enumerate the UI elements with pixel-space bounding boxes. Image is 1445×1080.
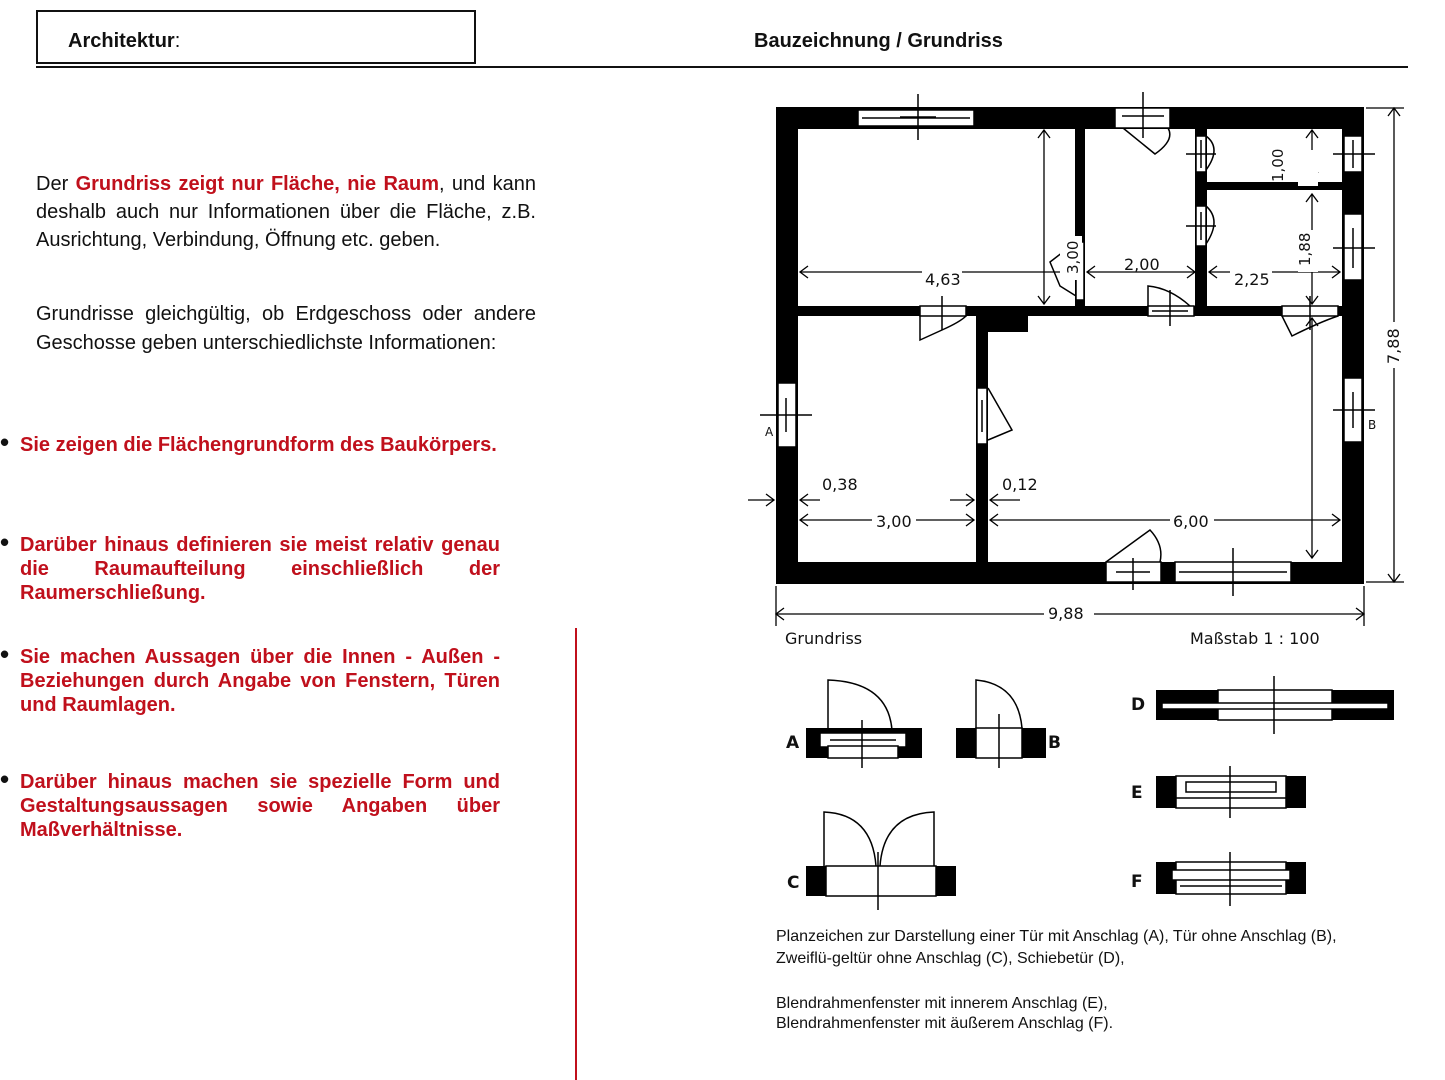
intro-paragraph-1: Der Grundriss zeigt nur Fläche, nie Raum, und kann deshalb auch nur Informationen über die Fläche, z.B. Ausrichtung, Verbindung, Öffnung etc. geben. [36, 173, 536, 251]
dim-7-88: 7,88 [1384, 328, 1403, 364]
legend-letter-c: C [787, 873, 800, 893]
dim-0-38: 0,38 [822, 475, 858, 494]
legend-symbol-f [1156, 852, 1306, 906]
caption-line-2: Zweiflü-geltür ohne Anschlag (C), Schiebetür (D), [776, 950, 1125, 967]
bullet-item-3: • Sie machen Aussagen über die Innen - Außen - Beziehungen durch Angabe von Fenstern, Türen und Raumlagen. [0, 645, 500, 717]
dim-9-88: 9,88 [1048, 604, 1084, 623]
plan-scale: Maßstab 1 : 100 [1190, 629, 1320, 648]
dim-4-63: 4,63 [925, 270, 961, 289]
legend-symbol-c [806, 812, 956, 910]
mark-a: A [765, 425, 774, 439]
plan-label: Grundriss [785, 629, 863, 648]
page-title: Bauzeichnung / Grundriss [754, 30, 1003, 52]
legend-letter-b: B [1048, 733, 1061, 753]
bullet-item-2: • Darüber hinaus definieren sie meist relativ genau die Raumaufteilung einschließlich der Raumerschließung. [0, 533, 500, 605]
legend-symbol-d [1156, 676, 1394, 734]
legend-symbol-b [956, 680, 1046, 768]
dim-1-00: 1,00 [1269, 148, 1287, 182]
dim-3-00: 3,00 [876, 512, 912, 531]
intro-paragraph-2: Grundrisse gleichgültig, ob Erdgeschoss oder andere Geschosse geben unterschiedlichste Informationen: [36, 303, 536, 354]
dim-6-00: 6,00 [1173, 512, 1209, 531]
legend-letter-e: E [1131, 783, 1143, 803]
bullet-item-4: • Darüber hinaus machen sie spezielle Form und Gestaltungsaussagen sowie Angaben über Maßverhältnisse. [0, 770, 500, 842]
caption-line-3: Blendrahmenfenster mit innerem Anschlag (E), [776, 995, 1108, 1012]
header-left-label: Architektur: [68, 30, 181, 52]
dim-1-88: 1,88 [1296, 232, 1314, 266]
caption-doors [776, 926, 1416, 970]
dim-3-00-vertical: 3,00 [1064, 240, 1082, 274]
dim-0-12: 0,12 [1002, 475, 1038, 494]
dim-2-00: 2,00 [1124, 255, 1160, 274]
bullet-item-1: • Sie zeigen die Flächengrundform des Baukörpers. [0, 433, 500, 457]
dim-2-25: 2,25 [1234, 270, 1270, 289]
mark-b: B [1368, 418, 1377, 432]
caption-windows [776, 994, 1416, 1034]
caption-line-1: Planzeichen zur Darstellung einer Tür mit Anschlag (A), Tür ohne Anschlag (B), [776, 928, 1337, 945]
legend-letter-f: F [1131, 872, 1143, 892]
legend-symbol-a [806, 680, 922, 768]
legend-symbol-e [1156, 766, 1306, 818]
caption-line-4: Blendrahmenfenster mit äußerem Anschlag (F). [776, 1015, 1114, 1032]
legend-letter-a: A [786, 733, 800, 753]
interior-walls [798, 128, 1345, 564]
legend-letters [786, 695, 1145, 893]
legend-letter-d: D [1131, 695, 1146, 715]
